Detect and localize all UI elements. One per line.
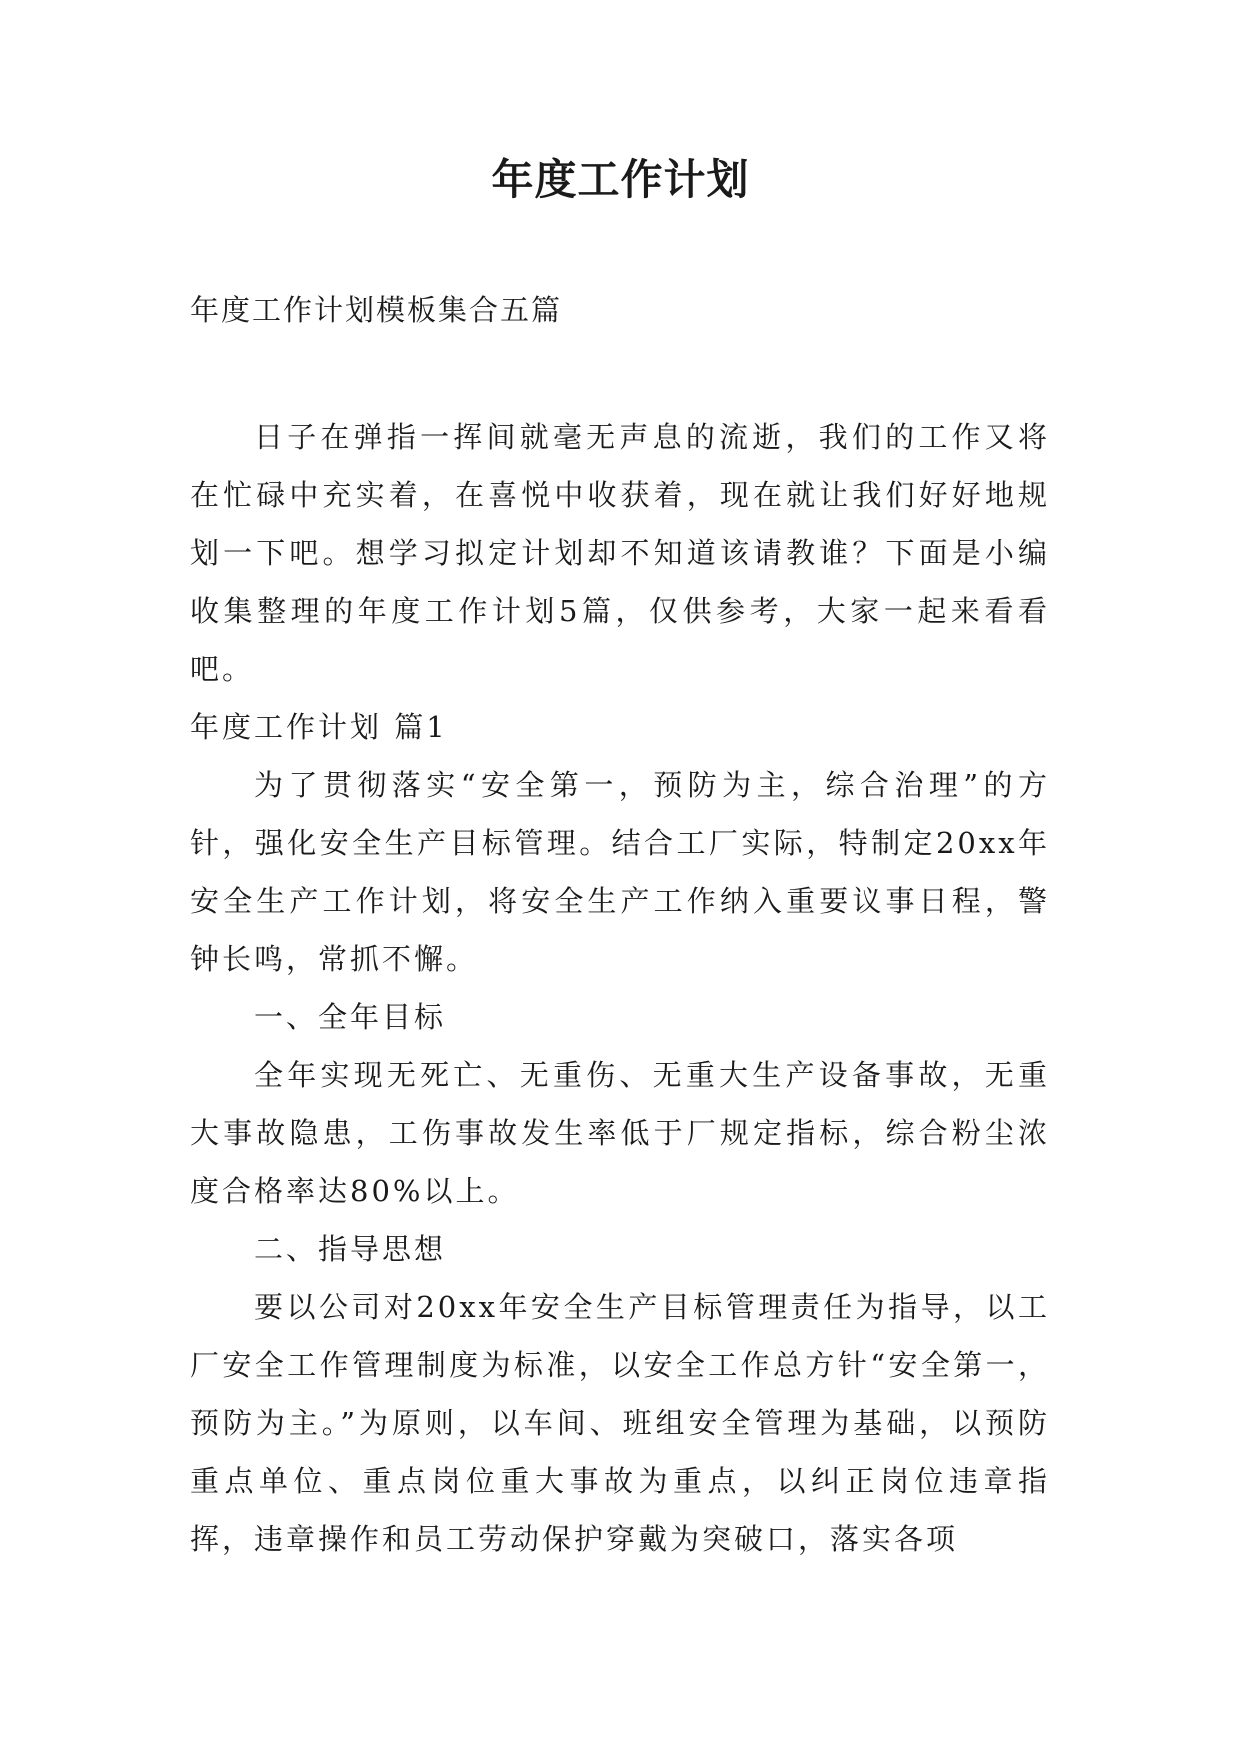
intro-paragraph: 日子在弹指一挥间就毫无声息的流逝，我们的工作又将在忙碌中充实着，在喜悦中收获着，现在就让我们好好地规划一下吧。想学习拟定计划却不知道该请教谁？下面是小编收集整理的年度工作计划5篇，仅供参考，大家一起来看看吧。: [190, 420, 1050, 686]
document-subtitle: 年度工作计划模板集合五篇: [190, 293, 563, 327]
document-body: [190, 408, 1050, 1568]
heading-guiding-thought: 二、指导思想: [254, 1232, 447, 1266]
paragraph-2: 全年实现无死亡、无重伤、无重大生产设备事故，无重大事故隐患，工伤事故发生率低于厂规定指标，综合粉尘浓度合格率达80%以上。: [190, 1058, 1050, 1208]
paragraph-1: 为了贯彻落实“安全第一，预防为主，综合治理”的方针，强化安全生产目标管理。结合工厂实际，特制定20xx年安全生产工作计划，将安全生产工作纳入重要议事日程，警钟长鸣，常抓不懈。: [190, 768, 1050, 976]
section-title: 年度工作计划 篇1: [190, 710, 448, 744]
heading-goals: 一、全年目标: [254, 1000, 447, 1034]
page-title: 年度工作计划: [491, 155, 750, 204]
paragraph-3: 要以公司对20xx年安全生产目标管理责任为指导，以工厂安全工作管理制度为标准，以安全工作总方针“安全第一，预防为主。”为原则，以车间、班组安全管理为基础，以预防重点单位、重点岗位重大事故为重点，以纠正岗位违章指挥，违章操作和员工劳动保护穿戴为突破口，落实各项: [190, 1290, 1050, 1556]
